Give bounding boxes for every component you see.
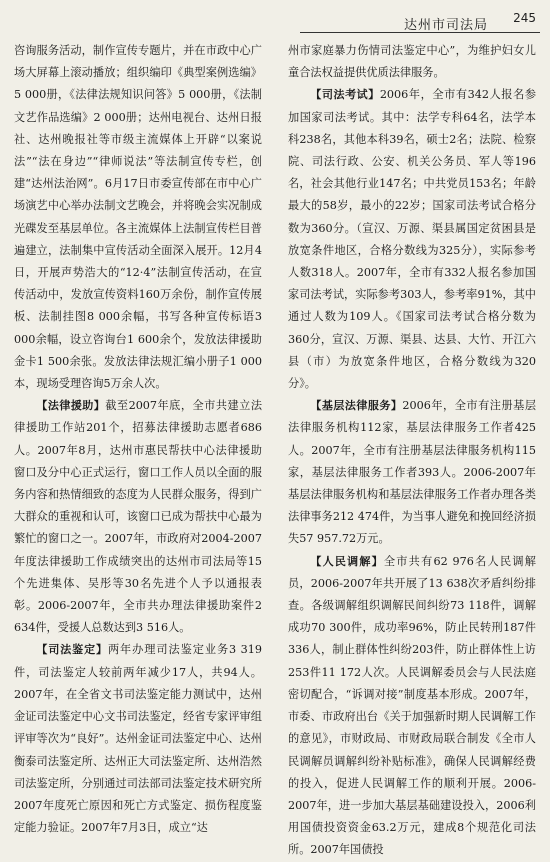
paragraph-mediation-text: 全市共有62 976名人民调解员，2006-2007年共开展了13 638次矛盾纠纷排查。各级调解组织调解民间纠纷73 118件，调解成功70 300件，成功率96%，防止民转刑187件336人，制止群体性纠纷203件，防止群体性上访253件11 172人次。人民调解委员会与人民法庭密切配合，“诉调对接”制度基本形成。2007年，市委、市政府出台《关于加强新时期人民调解工作的意见》，市财政局、市财政局联合制发《全市人民调解员调解纠纷补贴标准》，确保人民调解经费的投入，促进人民调解工作的顺利开展。2006-2007年，进一步加大基层基础建设投入，2006利用国债投资资金63.2万元，建成8个规范化司法所。2007年国债投 <box>288 554 536 857</box>
left-column <box>14 40 263 835</box>
section-heading-mediation: 【人民调解】 <box>310 554 384 568</box>
paragraph-publicity: 咨询服务活动，制作宣传专题片，并在市政中心广场大屏幕上滚动播放；组织编印《典型案例选编》5 000册，《法律法规知识问答》5 000册，《法制文艺作品选编》2 000册；达州电视台、达州日报社、达州晚报社等市级主流媒体上开辟“以案说法”“法在身边”“律师说法”等法制宣传专栏，创建“达州法治网”。6月17日市委宣传部在市中心广场演艺中心举办法制文艺晚会，并将晚会实况制成光碟发至基层单位。各主流媒体上法制宣传栏目普遍建立，法制集中宣传活动全面深入展开。12月4日，开展声势浩大的“12·4”法制宣传活动，在宣传活动中，发放宣传资料160万余份，制作宣传展板、法制挂图8 000余幅，书写各种宣传标语3 000余幅，设立咨询台1 600余个，发放法律援助金卡1 500余张。发放法律法规汇编小册子1 000本，现场受理咨询5万余人次。 <box>14 44 262 391</box>
paragraph-judicial-exam-text: 2006年，全市有342人报名参加国家司法考试。其中：法学专科64名，法学本科238名，其他本科39名，硕士2名；法院、检察院、司法行政、公安、机关公务员、军人等196名，社会其他行业147名；中共党员153名；年龄最大的58岁，最小的22岁；国家司法考试合格分数为360分。（宣汉、万源、渠县属国定贫困县是放宽条件地区，合格分数线为325分），实际参考人数318人。2007年，全市有332人报名参加国家司法考试，实际参考303人，参考率91%，其中通过人数为109人。《国家司法考试合格分数为360分，宣汉、万源、渠县、达县、大竹、开江六县（市）为放宽条件地区，合格分数线为320分》。 <box>288 88 537 391</box>
running-header-title: 达州市司法局 <box>403 18 488 33</box>
header-rule <box>300 32 540 33</box>
section-heading-forensic: 【司法鉴定】 <box>36 643 108 657</box>
paragraph-legal-aid <box>14 395 262 639</box>
paragraph-legal-aid-text: 截至2007年底，全市共建立法律援助工作站201个，招募法律援助志愿者686人。2007年8月，达州市惠民帮扶中心法律援助窗口及分中心正式运行，窗口工作人员以全面的服务内容和热情细致的态度为人民群众服务，得到广大群众的重视和认可，该窗口已成为帮扶中心最为繁忙的窗口之一。2007年，市政府对2004-2007年度法律援助工作成绩突出的达州市司法局等15个先进集体、吴彤等30名先进个人予以通报表彰。2006-2007年，全市共办理法律援助案件2 634件，受援人总数达到3 516人。 <box>14 399 263 635</box>
right-column <box>288 40 537 857</box>
page-number: 245 <box>513 11 536 25</box>
section-heading-judicial-exam: 【司法考试】 <box>310 88 380 102</box>
section-heading-legal-aid: 【法律援助】 <box>36 399 106 413</box>
paragraph-forensic <box>14 639 262 839</box>
paragraph-grassroots-legal-text: 2006年，全市有注册基层法律服务机构112家，基层法律服务工作者425人。2007年，全市有注册基层法律服务机构115家，基层法律服务工作者393人。2006-2007年基层法律服务机构和基层法律服务工作者办理各类法律事务212 474件，为当事人避免和挽回经济损失57 957.72万元。 <box>288 399 537 546</box>
paragraph-judicial-exam <box>288 84 536 395</box>
section-heading-grassroots-legal: 【基层法律服务】 <box>310 399 403 413</box>
paragraph-mediation <box>288 551 536 862</box>
paragraph-forensic-text: 两年办理司法鉴定业务3 319件，司法鉴定人较前两年减少17人，共94人。2007年，在全省文书司法鉴定能力测试中，达州金证司法鉴定中心文书司法鉴定，经省专家评审组评审等次为“良好”。达州金证司法鉴定中心、达州衡泰司法鉴定所、达州正大司法鉴定所、达州浩然司法鉴定所，分别通过司法部司法鉴定技术研究所2007年度死亡原因和死亡方式鉴定、损伤程度鉴定能力验证。2007年7月3日，成立“达 <box>14 643 263 835</box>
paragraph-grassroots-legal <box>288 395 536 550</box>
page-header <box>0 0 550 36</box>
paragraph-forensic-continued: 州市家庭暴力伤情司法鉴定中心”，为维护妇女儿童合法权益提供优质法律服务。 <box>288 44 536 80</box>
